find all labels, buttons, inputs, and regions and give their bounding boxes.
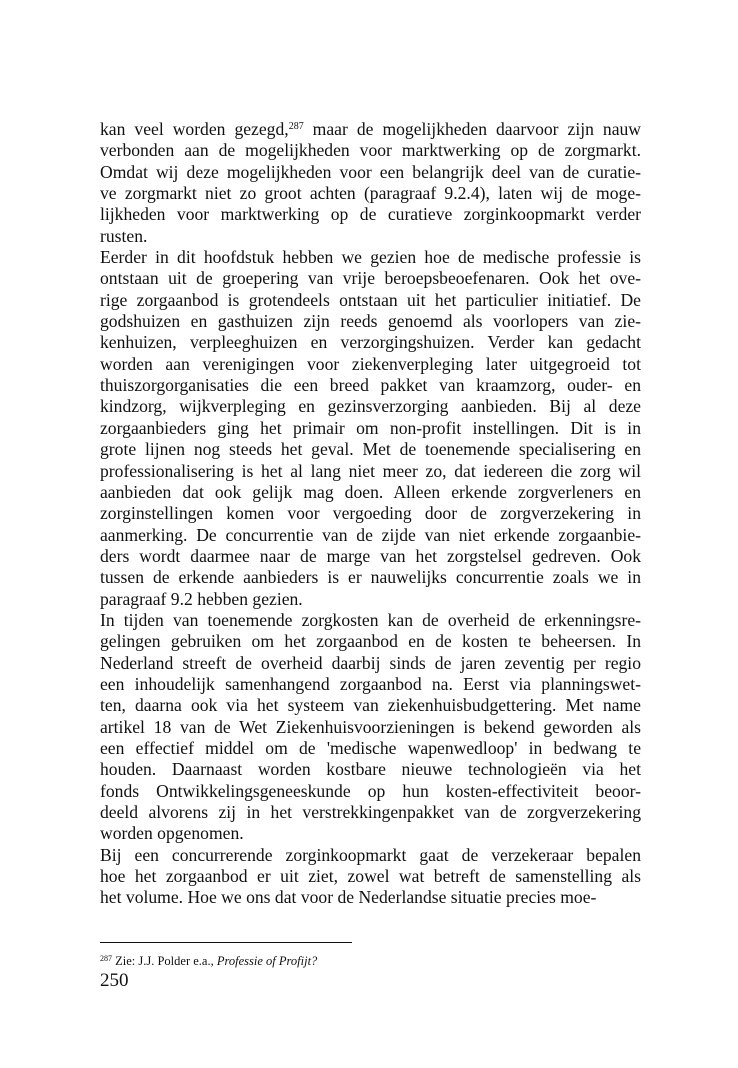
text-line: fonds Ontwikkelingsgeneeskunde op hun kosten-effectiviteit beoor- bbox=[100, 780, 641, 801]
text-line: houden. Daarnaast worden kostbare nieuwe technologieën via het bbox=[100, 759, 641, 780]
footnote bbox=[100, 954, 317, 969]
text-line: zorgaanbieders ging het primair om non-profit instellingen. Dit is in bbox=[100, 417, 641, 438]
text-line: thuiszorgorganisaties die een breed pakket van kraamzorg, ouder- en bbox=[100, 375, 641, 396]
text-line: Eerder in dit hoofdstuk hebben we gezien hoe de medische professie is bbox=[100, 247, 641, 268]
text-fragment: maar de mogelijkheden daarvoor zijn nauw bbox=[303, 119, 641, 139]
text-line: rige zorgaanbod is grotendeels ontstaan uit het particulier initiatief. De bbox=[100, 289, 641, 310]
text-line: godshuizen en gasthuizen zijn reeds genoemd als voorlopers van zie- bbox=[100, 311, 641, 332]
footnote-divider bbox=[100, 942, 352, 943]
text-line: paragraaf 9.2 hebben gezien. bbox=[100, 588, 303, 609]
text-line: ders wordt daarmee naar de marge van het zorgstelsel gedreven. Ook bbox=[100, 545, 641, 566]
footnote-number: 287 bbox=[100, 954, 112, 963]
footnote-reference: 287 bbox=[288, 121, 304, 132]
page-number: 250 bbox=[100, 970, 129, 991]
text-line: In tijden van toenemende zorgkosten kan de overheid de erkenningsre- bbox=[100, 609, 641, 630]
text-line: ten, daarna ook via het systeem van ziekenhuisbudgettering. Met name bbox=[100, 695, 641, 716]
text-line: worden aan verenigingen voor ziekenverpleging later uitgegroeid tot bbox=[100, 353, 641, 374]
text-line: Omdat wij deze mogelijkheden voor een belangrijk deel van de curatie- bbox=[100, 161, 641, 182]
footnote-text: Zie: J.J. Polder e.a., bbox=[112, 954, 217, 968]
text-line: aanmerking. De concurrentie van de zijde van niet erkende zorgaanbie- bbox=[100, 524, 641, 545]
text-line: ontstaan uit de groepering van vrije beroepsbeoefenaren. Ook het ove- bbox=[100, 268, 641, 289]
text-line: Bij een concurrerende zorginkoopmarkt gaat de verzekeraar bepalen bbox=[100, 844, 641, 865]
text-line: aanbieden dat ook gelijk mag doen. Alleen erkende zorgverleners en bbox=[100, 481, 641, 502]
body-text bbox=[100, 119, 641, 909]
text-line: grote lijnen nog steeds het geval. Met de toenemende specialisering en bbox=[100, 439, 641, 460]
text-fragment: kan veel worden gezegd, bbox=[100, 119, 289, 139]
text-line: rusten. bbox=[100, 225, 148, 246]
text-line: lijkheden voor marktwerking op de curatieve zorginkoopmarkt verder bbox=[100, 204, 641, 225]
text-line: verbonden aan de mogelijkheden voor marktwerking op de zorgmarkt. bbox=[100, 140, 641, 161]
text-line: professionalisering is het al lang niet meer zo, dat iedereen die zorg wil bbox=[100, 460, 641, 481]
text-line: een effectief middel om de 'medische wapenwedloop' in bedwang te bbox=[100, 737, 641, 758]
text-line: artikel 18 van de Wet Ziekenhuisvoorzieningen is bekend geworden als bbox=[100, 716, 641, 737]
text-line: ve zorgmarkt niet zo groot achten (paragraaf 9.2.4), laten wij de moge- bbox=[100, 183, 641, 204]
text-line: hoe het zorgaanbod er uit ziet, zowel wat betreft de samenstelling als bbox=[100, 866, 641, 887]
text-line: het volume. Hoe we ons dat voor de Nederlandse situatie precies moe- bbox=[100, 887, 597, 908]
text-line bbox=[100, 119, 641, 140]
text-line: deeld alvorens zij in het verstrekkingenpakket van de zorgverzekering bbox=[100, 802, 641, 822]
text-line: gelingen gebruiken om het zorgaanbod en de kosten te beheersen. In bbox=[100, 631, 641, 652]
text-line: zorginstellingen komen voor vergoeding door de zorgverzekering in bbox=[100, 503, 641, 524]
text-line: worden opgenomen. bbox=[100, 823, 244, 844]
footnote-title: Professie of Profijt? bbox=[216, 954, 318, 968]
text-line: kindzorg, wijkverpleging en gezinsverzorging aanbieden. Bij al deze bbox=[100, 396, 641, 417]
text-line: tussen de erkende aanbieders is er nauwelijks concurrentie zoals we in bbox=[100, 567, 641, 588]
text-line: een inhoudelijk samenhangend zorgaanbod na. Eerst via planningswet- bbox=[100, 673, 641, 694]
text-line: kenhuizen, verpleeghuizen en verzorgingshuizen. Verder kan gedacht bbox=[100, 332, 641, 353]
text-line: Nederland streeft de overheid daarbij sinds de jaren zeventig per regio bbox=[100, 652, 641, 673]
